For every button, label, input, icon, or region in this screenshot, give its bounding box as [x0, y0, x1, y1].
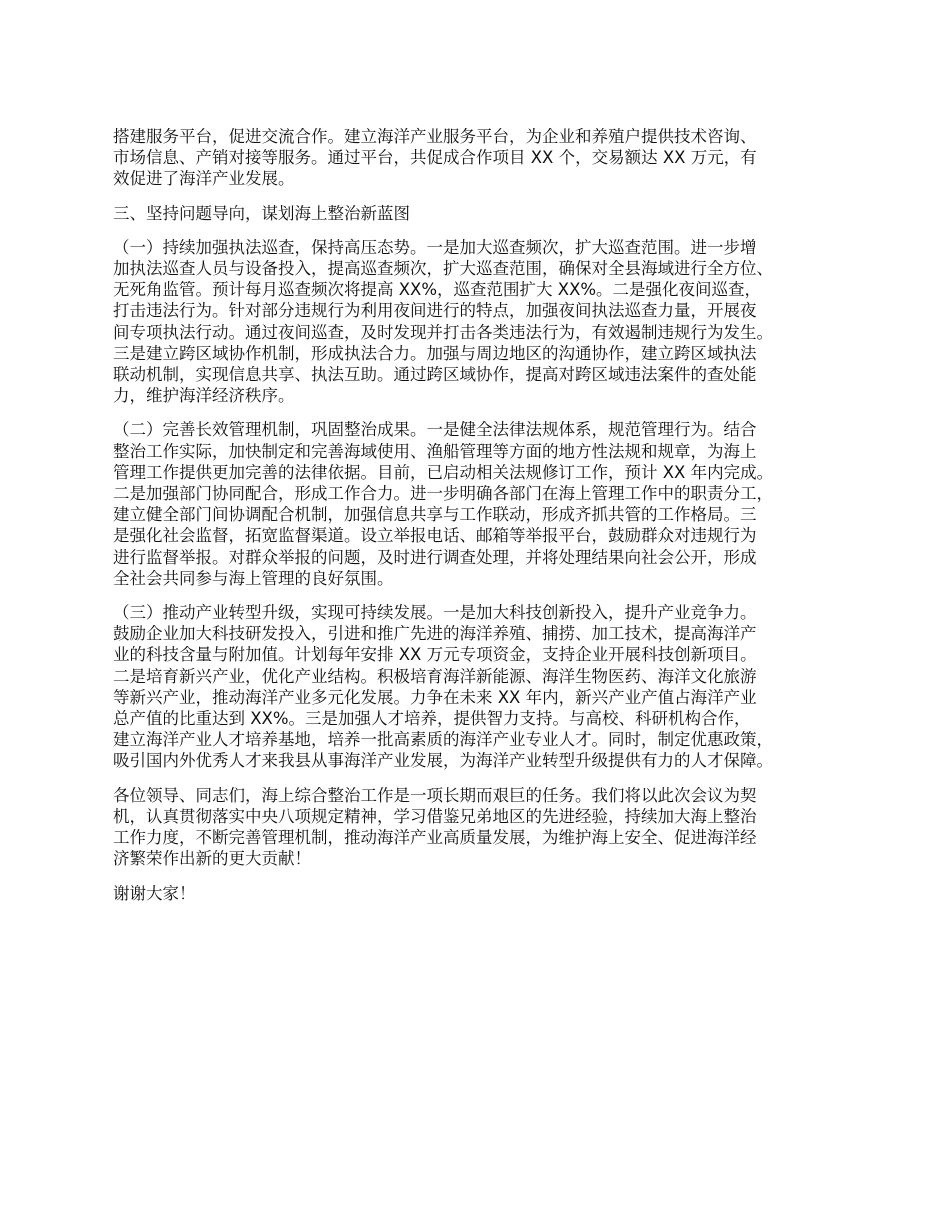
text-line: 力，维护海洋经济秩序。: [113, 386, 295, 406]
text-line: 联动机制，实现信息共享、执法互助。通过跨区域协作，提高对跨区域违法案件的查处能: [113, 365, 757, 385]
para-closing: [113, 785, 857, 870]
text-line: 无死角监管。预计每月巡查频次将提高 XX%，巡查范围扩大 XX%。二是强化夜间巡查，: [113, 280, 762, 300]
text-line: 济繁荣作出新的更大贡献！: [113, 849, 311, 869]
text-line: 打击违法行为。针对部分违规行为利用夜间进行的特点，加强夜间执法巡查力量，开展夜: [113, 301, 757, 321]
text-line: 搭建服务平台，促进交流合作。建立海洋产业服务平台，为企业和养殖户提供技术咨询、: [113, 127, 757, 146]
text-line: 加执法巡查人员与设备投入，提高巡查频次，扩大巡查范围，确保对全县海域进行全方位、: [113, 259, 773, 279]
text-line: （二）完善长效管理机制，巩固整治成果。一是健全法律法规体系，规范管理行为。结合: [113, 420, 757, 440]
document-body: [113, 126, 857, 917]
para-industry-transformation: [113, 602, 857, 772]
text-line: 间专项执法行动。通过夜间巡查，及时发现并打击各类违法行为，有效遏制违规行为发生。: [113, 322, 773, 342]
text-line: 全社会共同参与海上管理的良好氛围。: [113, 568, 394, 588]
text-line: 进行监督举报。对群众举报的问题，及时进行调查处理，并将处理结果向社会公开，形成: [113, 547, 757, 567]
text-line: 三是建立跨区域协作机制，形成执法合力。加强与周边地区的沟通协作，建立跨区域执法: [113, 343, 757, 363]
text-line: 二是加强部门协同配合，形成工作合力。进一步明确各部门在海上管理工作中的职责分工，: [113, 484, 773, 504]
text-line: 业的科技含量与附加值。计划每年安排 XX 万元专项资金，支持企业开展科技创新项目。: [113, 645, 757, 665]
text-line: （三）推动产业转型升级，实现可持续发展。一是加大科技创新投入，提升产业竞争力。: [113, 603, 757, 623]
text-line: 管理工作提供更加完善的法律依据。目前，已启动相关法规修订工作，预计 XX 年内完成。: [113, 462, 774, 482]
para-enforcement-patrol: [113, 237, 857, 407]
text-line: 机，认真贯彻落实中央八项规定精神，学习借鉴兄弟地区的先进经验，持续加大海上整治: [113, 806, 757, 826]
text-line: 市场信息、产销对接等服务。通过平台，共促成合作项目 XX 个，交易额达 XX 万元，有: [113, 148, 757, 168]
text-line: 整治工作实际，加快制定和完善海域使用、渔船管理等方面的地方性法规和规章，为海上: [113, 441, 757, 461]
text-line: 谢谢大家！: [113, 883, 196, 903]
text-line: 鼓励企业加大科技研发投入，引进和推广先进的海洋养殖、捕捞、加工技术，提高海洋产: [113, 624, 757, 644]
text-line: 建立健全部门间协调配合机制，加强信息共享与工作联动，形成齐抓共管的工作格局。三: [113, 505, 757, 525]
text-line: 总产值的比重达到 XX%。三是加强人才培养，提供智力支持。与高校、科研机构合作，: [113, 709, 751, 729]
section-heading-3: [113, 203, 857, 224]
para-thanks: [113, 883, 857, 904]
text-line: 效促进了海洋产业发展。: [113, 169, 295, 189]
text-line: 工作力度，不断完善管理机制，推动海洋产业高质量发展，为维护海上安全、促进海洋经: [113, 828, 757, 848]
text-line: 吸引国内外优秀人才来我县从事海洋产业发展，为海洋产业转型升级提供有力的人才保障。: [113, 751, 773, 771]
text-line: 各位领导、同志们，海上综合整治工作是一项长期而艰巨的任务。我们将以此次会议为契: [113, 785, 757, 805]
text-line: 等新兴产业，推动海洋产业多元化发展。力争在未来 XX 年内，新兴产业产值占海洋产业: [113, 687, 757, 707]
text-line: 建立海洋产业人才培养基地，培养一批高素质的海洋产业专业人才。同时，制定优惠政策，: [113, 730, 773, 750]
text-line: 是强化社会监督，拓宽监督渠道。设立举报电话、邮箱等举报平台，鼓励群众对违规行为: [113, 526, 757, 546]
heading-line: 三、坚持问题导向，谋划海上整治新蓝图: [113, 203, 410, 223]
para-service-platform: [113, 126, 857, 190]
para-long-term-mechanism: [113, 419, 857, 589]
text-line: 二是培育新兴产业，优化产业结构。积极培育海洋新能源、海洋生物医药、海洋文化旅游: [113, 666, 757, 686]
text-line: （一）持续加强执法巡查，保持高压态势。一是加大巡查频次，扩大巡查范围。进一步增: [113, 237, 757, 257]
